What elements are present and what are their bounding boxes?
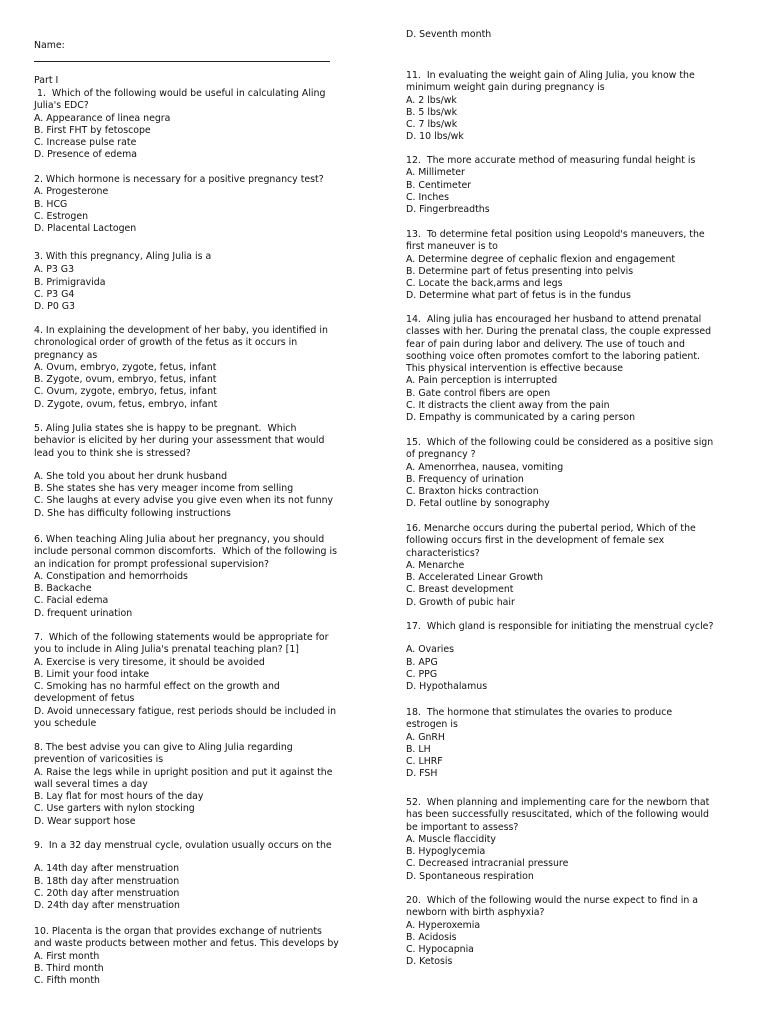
answer-option: C. Braxton hicks contraction xyxy=(406,486,539,498)
question-stem-line: prevention of varicosities is xyxy=(34,754,164,766)
answer-option: C. Fifth month xyxy=(34,975,100,987)
answer-option: C. P3 G4 xyxy=(34,288,75,300)
question-stem-line: 10. Placenta is the organ that provides exchange of nutrients xyxy=(34,926,322,937)
question-stem-line: 16. Menarche occurs during the pubertal period, Which of the xyxy=(406,523,696,534)
answer-option: A. Ovum, embryo, zygote, fetus, infant xyxy=(34,361,217,373)
answer-option: C. PPG xyxy=(406,668,438,680)
question-stem-line: 9. In a 32 day menstrual cycle, ovulation usually occurs on the xyxy=(34,840,332,851)
answer-option: B. Backache xyxy=(34,583,92,595)
question-stem-line: 6. When teaching Aling Julia about her pregnancy, you should xyxy=(34,534,325,545)
answer-option: A. Menarche xyxy=(406,559,465,571)
answer-option: D. She has difficulty following instructions xyxy=(34,507,231,519)
question-q13 xyxy=(406,229,740,303)
answer-option: A. Millimeter xyxy=(406,167,465,179)
answer-option: A. Ovaries xyxy=(406,644,454,656)
question-q9 xyxy=(34,840,362,912)
answer-option: C. Hypocapnia xyxy=(406,944,474,956)
answer-option: D. Seventh month xyxy=(406,29,492,40)
answer-option: C. Locate the back,arms and legs xyxy=(406,278,563,290)
answer-option: B. APG xyxy=(406,656,438,668)
answer-option: C. Inches xyxy=(406,191,449,203)
question-stem-line: 17. Which gland is responsible for initiating the menstrual cycle? xyxy=(406,621,714,632)
answer-option: C. Breast development xyxy=(406,584,514,596)
answer-option: D. Growth of pubic hair xyxy=(406,596,515,608)
answer-option: B. She states she has very meager income from selling xyxy=(34,483,294,495)
answer-option: B. Primigravida xyxy=(34,276,106,288)
answer-option: D. 10 lbs/wk xyxy=(406,131,464,143)
question-q16 xyxy=(406,523,740,609)
answer-option: wall several times a day xyxy=(34,778,148,790)
answer-option: A. Determine degree of cephalic flexion and engagement xyxy=(406,253,676,265)
question-q2 xyxy=(34,174,362,235)
answer-option: A. P3 G3 xyxy=(34,264,75,276)
answer-option: B. Determine part of fetus presenting into pelvis xyxy=(406,265,634,277)
question-stem-line: 11. In evaluating the weight gain of Aling Julia, you know the xyxy=(406,70,695,81)
question-stem-line: be important to assess? xyxy=(406,821,519,833)
answer-option: C. She laughs at every advise you give even when its not funny xyxy=(34,495,334,507)
answer-option: A. Pain perception is interrupted xyxy=(406,375,558,387)
answer-option: D. FSH xyxy=(406,768,438,780)
answer-option: B. Accelerated Linear Growth xyxy=(406,572,544,584)
question-stem-line: classes with her. During the prenatal class, the couple expressed xyxy=(406,326,712,338)
name-underline xyxy=(34,61,330,62)
question-stem-line: 18. The hormone that stimulates the ovaries to produce xyxy=(406,707,673,718)
question-q20 xyxy=(406,895,740,969)
answer-option: B. First FHT by fetoscope xyxy=(34,124,151,136)
question-q5 xyxy=(34,423,362,520)
question-stem-line: This physical intervention is effective because xyxy=(406,363,623,375)
question-q18 xyxy=(406,707,740,781)
question-stem-line: include personal common discomforts. Which of the following is xyxy=(34,546,337,558)
answer-option: A. Muscle flaccidity xyxy=(406,833,496,845)
question-q11 xyxy=(406,70,740,144)
answer-option: D. Determine what part of fetus is in the fundus xyxy=(406,290,631,302)
question-q10d xyxy=(406,29,740,41)
question-stem-line: chronological order of growth of the fetus as it occurs in xyxy=(34,337,298,349)
answer-option: D. Avoid unnecessary fatigue, rest periods should be included in xyxy=(34,705,337,717)
answer-option: C. Decreased intracranial pressure xyxy=(406,858,569,870)
answer-option: D. frequent urination xyxy=(34,607,133,619)
answer-option: D. P0 G3 xyxy=(34,301,76,313)
answer-option: D. Hypothalamus xyxy=(406,681,488,693)
answer-option: D. Fingerbreadths xyxy=(406,204,490,216)
answer-option: C. Increase pulse rate xyxy=(34,137,137,149)
answer-option: C. 7 lbs/wk xyxy=(406,119,458,131)
question-stem-line: behavior is elicited by her during your assessment that would xyxy=(34,435,325,447)
question-q4 xyxy=(34,325,362,411)
question-stem-line: 13. To determine fetal position using Leopold's maneuvers, the xyxy=(406,229,705,240)
answer-option: A. Appearance of linea negra xyxy=(34,112,171,124)
question-stem-line: 8. The best advise you can give to Aling Julia regarding xyxy=(34,742,293,753)
question-stem-line: estrogen is xyxy=(406,719,458,731)
question-stem-line: 3. With this pregnancy, Aling Julia is a xyxy=(34,251,212,262)
question-stem-line: lead you to think she is stressed? xyxy=(34,447,191,459)
answer-option: D. Wear support hose xyxy=(34,815,136,827)
question-q8 xyxy=(34,742,362,828)
question-stem-line: 12. The more accurate method of measuring fundal height is xyxy=(406,155,696,166)
question-stem-line: minimum weight gain during pregnancy is xyxy=(406,82,605,94)
answer-option: A. Exercise is very tiresome, it should be avoided xyxy=(34,656,265,668)
answer-option: you schedule xyxy=(34,718,97,730)
answer-option: B. Gate control fibers are open xyxy=(406,387,551,399)
question-q10 xyxy=(34,926,362,987)
question-stem-line: soothing voice often promotes comfort to the laboring patient. xyxy=(406,350,701,362)
answer-option: B. Hypoglycemia xyxy=(406,846,486,858)
answer-option: A. GnRH xyxy=(406,731,445,743)
answer-option: B. Frequency of urination xyxy=(406,473,524,485)
question-stem-line: fear of pain during labor and delivery. The use of touch and xyxy=(406,338,685,350)
answer-option: C. It distracts the client away from the pain xyxy=(406,400,610,412)
answer-option: D. 24th day after menstruation xyxy=(34,900,180,912)
answer-option: B. 5 lbs/wk xyxy=(406,106,458,118)
name-label: Name: xyxy=(34,40,65,51)
question-stem-line: characteristics? xyxy=(406,547,480,559)
question-stem-line: 2. Which hormone is necessary for a positive pregnancy test? xyxy=(34,174,324,185)
question-q1 xyxy=(34,88,362,162)
answer-option: A. 2 lbs/wk xyxy=(406,94,457,106)
answer-option: development of fetus xyxy=(34,693,135,705)
question-q7 xyxy=(34,632,362,730)
question-q52 xyxy=(406,797,740,883)
answer-option: D. Fetal outline by sonography xyxy=(406,498,550,510)
question-stem-line: has been successfully resuscitated, which of the following would xyxy=(406,809,709,821)
question-stem-line: an indication for prompt professional supervision? xyxy=(34,558,270,570)
question-q17 xyxy=(406,621,740,693)
question-q6 xyxy=(34,534,362,620)
answer-option: D. Presence of edema xyxy=(34,149,137,161)
answer-option: C. LHRF xyxy=(406,756,443,768)
answer-option: A. 14th day after menstruation xyxy=(34,863,180,875)
answer-option: B. Acidosis xyxy=(406,931,457,943)
question-stem-line: 1. Which of the following would be useful in calculating Aling xyxy=(34,88,326,99)
question-stem-line: of pregnancy ? xyxy=(406,449,476,461)
answer-option: B. HCG xyxy=(34,198,68,210)
answer-option: B. LH xyxy=(406,743,431,755)
question-stem-line: first maneuver is to xyxy=(406,241,498,253)
answer-option: D. Placental Lactogen xyxy=(34,223,137,235)
question-stem-line: newborn with birth asphyxia? xyxy=(406,907,545,919)
question-stem-line: 7. Which of the following statements would be appropriate for xyxy=(34,632,329,643)
answer-option: B. Lay flat for most hours of the day xyxy=(34,791,204,803)
question-q3 xyxy=(34,251,362,313)
part-label: Part I xyxy=(34,75,59,86)
question-q15 xyxy=(406,437,740,511)
answer-option: C. Smoking has no harmful effect on the growth and xyxy=(34,681,280,693)
question-stem-line: 52. When planning and implementing care for the newborn that xyxy=(406,797,710,808)
answer-option: C. Ovum, zygote, embryo, fetus, infant xyxy=(34,386,217,398)
question-stem-line: pregnancy as xyxy=(34,349,98,361)
answer-option: B. Third month xyxy=(34,962,104,974)
answer-option: A. Amenorrhea, nausea, vomiting xyxy=(406,461,564,473)
answer-option: A. Constipation and hemorrhoids xyxy=(34,570,188,582)
answer-option: C. Facial edema xyxy=(34,595,109,607)
answer-option: B. Zygote, ovum, embryo, fetus, infant xyxy=(34,374,217,386)
question-stem-line: 15. Which of the following could be considered as a positive sign xyxy=(406,437,714,448)
question-stem-line: 4. In explaining the development of her baby, you identified in xyxy=(34,325,328,336)
answer-option: A. Progesterone xyxy=(34,186,109,198)
answer-option: C. Use garters with nylon stocking xyxy=(34,803,195,815)
answer-option: B. Centimeter xyxy=(406,179,472,191)
question-stem-line: and waste products between mother and fetus. This develops by xyxy=(34,938,339,950)
question-q14 xyxy=(406,314,740,425)
answer-option: D. Ketosis xyxy=(406,956,453,968)
answer-option: D. Zygote, ovum, fetus, embryo, infant xyxy=(34,398,218,410)
question-stem-line: following occurs first in the development of female sex xyxy=(406,535,665,547)
answer-option: B. Limit your food intake xyxy=(34,668,150,680)
question-stem-line: 20. Which of the following would the nurse expect to find in a xyxy=(406,895,699,906)
question-stem-line: Julia's EDC? xyxy=(34,100,89,112)
answer-option: A. She told you about her drunk husband xyxy=(34,470,228,482)
question-q12 xyxy=(406,155,740,216)
answer-option: A. Hyperoxemia xyxy=(406,919,481,931)
answer-option: D. Empathy is communicated by a caring person xyxy=(406,412,636,424)
answer-option: A. Raise the legs while in upright position and put it against the xyxy=(34,766,333,778)
answer-option: B. 18th day after menstruation xyxy=(34,875,180,887)
question-stem-line: 5. Aling Julia states she is happy to be pregnant. Which xyxy=(34,423,297,434)
answer-option: C. 20th day after menstruation xyxy=(34,887,180,899)
question-stem-line: you to include in Aling Julia's prenatal teaching plan? [1] xyxy=(34,644,299,656)
answer-option: C. Estrogen xyxy=(34,210,89,222)
question-stem-line: 14. Aling julia has encouraged her husband to attend prenatal xyxy=(406,314,702,325)
answer-option: A. First month xyxy=(34,950,100,962)
answer-option: D. Spontaneous respiration xyxy=(406,870,534,882)
